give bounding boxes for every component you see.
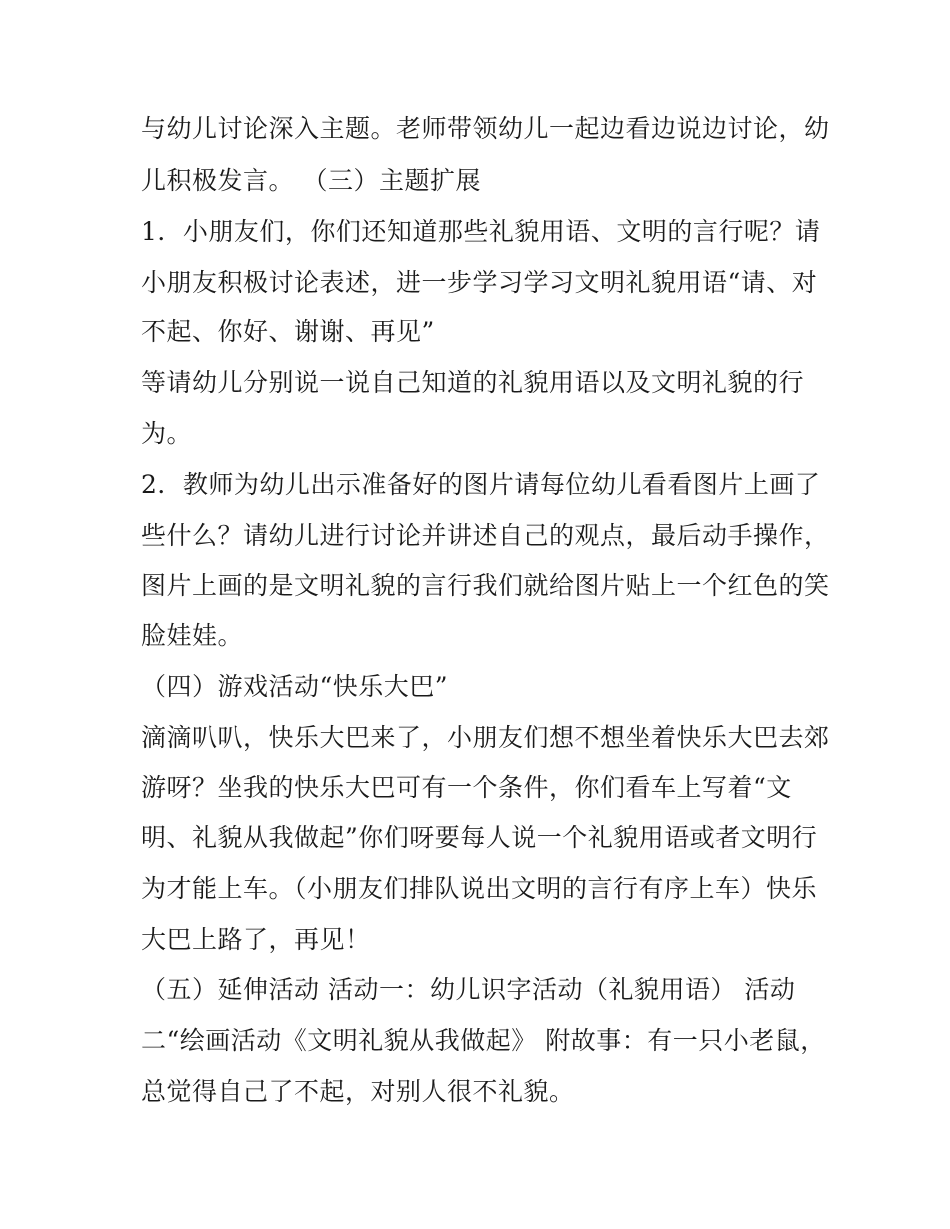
text-line: 等请幼儿分别说一说自己知道的礼貌用语以及文明礼貌的行 [141,368,805,397]
text-line: 2．教师为幼儿出示准备好的图片请每位幼儿看看图片上画了 [141,470,821,499]
text-line: 与幼儿讨论深入主题。老师带领幼儿一起边看边说边讨论，幼 [141,114,830,143]
text-line: 小朋友积极讨论表述，进一步学习学习文明礼貌用语“请、对 [141,268,818,297]
text-line: 二“绘画活动《文明礼貌从我做起》 附故事：有一只小老鼠， [141,1026,826,1055]
text-line: 为才能上车。（小朋友们排队说出文明的言行有序上车）快乐 [141,874,818,903]
text-line: 游呀？坐我的快乐大巴可有一个条件，你们看车上写着“文 [141,773,792,802]
text-line: （四）游戏活动“快乐大巴” [141,672,449,701]
text-line: 明、礼貌从我做起”你们呀要每人说一个礼貌用语或者文明行 [141,823,818,852]
text-line: （五）延伸活动 活动一：幼儿识字活动（礼貌用语） 活动 [141,975,796,1004]
text-line: 儿积极发言。 （三）主题扩展 [141,166,481,195]
text-line: 些什么？请幼儿进行讨论并讲述自己的观点，最后动手操作， [141,521,830,550]
text-line: 1．小朋友们，你们还知道那些礼貌用语、文明的言行呢？请 [141,217,821,246]
text-line: 大巴上路了，再见！ [141,925,371,954]
text-line: 滴滴叭叭，快乐大巴来了，小朋友们想不想坐着快乐大巴去郊 [141,723,830,752]
text-line: 脸娃娃。 [141,621,244,650]
text-line: 图片上画的是文明礼貌的言行我们就给图片贴上一个红色的笑 [141,571,830,600]
text-line: 总觉得自己了不起，对别人很不礼貌。 [141,1077,575,1106]
text-line: 不起、你好、谢谢、再见” [141,317,435,346]
text-line: 为。 [141,419,193,448]
